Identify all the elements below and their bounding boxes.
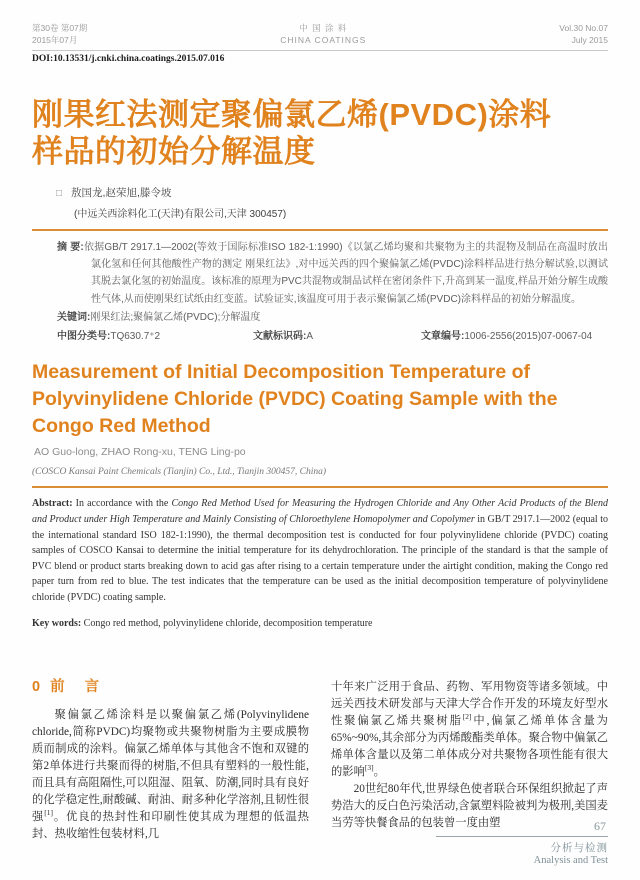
abstract-cn-label: 摘 要:	[57, 242, 84, 253]
volume-issue-en: Vol.30 No.07	[559, 23, 608, 33]
abstract-en	[32, 496, 608, 605]
masthead-volume-cn	[32, 22, 87, 47]
page-number: 67	[594, 819, 606, 833]
document-code: 文献标识码:A	[253, 330, 314, 342]
article-number: 文章编号:1006-2556(2015)07-0067-04	[421, 330, 593, 342]
date-cn: 2015年07月	[32, 35, 78, 46]
body-column-left	[32, 679, 309, 843]
masthead-volume-en	[559, 22, 608, 47]
masthead	[32, 22, 608, 51]
keywords-cn-text: 刚果红法;聚偏氯乙烯(PVDC);分解温度	[90, 311, 261, 323]
keywords-en-label: Key words:	[32, 617, 82, 629]
footer-section-en: Analysis and Test	[533, 855, 608, 866]
abstract-en-post: in GB/T 2917.1—2002 (equal to the international standard ISO 182-1:1990), the thermal decomposition test is conducted for four polyvinylidene chloride (PVDC) coating samples of COSCO Kansai to determine the initial temperature for its dehydrochloration. The principle of the standard is that the sample of PVC blend or product starts breaking down to acid gas after rising to a certain temperature under the airtight condition, making the Congo red paper turn from red to blue. The test indicates that the temperature can be used as the initial decomposition temperature of polyvinylidene chloride (PVDC) coating sample.	[32, 514, 609, 604]
journal-name-cn: 中 国 涂 料	[299, 23, 348, 33]
section-number: 0	[32, 679, 41, 696]
section-heading-0	[32, 679, 309, 696]
keywords-cn	[57, 309, 608, 326]
authors-en: AO Guo-long, ZHAO Rong-xu, TENG Ling-po	[34, 446, 246, 459]
date-en: July 2015	[571, 35, 608, 46]
keywords-cn-label: 关键词:	[57, 311, 91, 323]
footer-section-cn: 分析与检测	[550, 843, 608, 854]
keywords-en-text: Congo red method, polyvinylidene chloride, decomposition temperature	[81, 617, 373, 629]
abstract-cn-text: 依据GB/T 2917.1—2002(等效于国际标准ISO 182-1:1990)《以氯乙烯均聚和共聚物为主的共混物及制品在高温时放出氯化氢和任何其他酸性产物的测定 刚果红法》,对中远关西的四个聚偏氯乙烯(PVDC)涂料样品进行热分解试验,以测试其脱去氯化氢的初始温度。该标准的原理为PVC共混物或制品试样在密闭条件下,升高到某一温度,样品开始分解生成酸性气体,从而使刚果红试纸由红变蓝。试验证实,该温度可用于表示聚偏氯乙烯(PVDC)涂料样品的初始分解温度。	[83, 242, 609, 305]
article-title-en-line2: Polyvinylidene Chloride (PVDC) Coating Sample with the	[32, 387, 558, 410]
abstract-en-label: Abstract:	[32, 498, 73, 510]
affiliation-cn: (中远关西涂料化工(天津)有限公司,天津 300457)	[74, 209, 287, 220]
reference-2: [2]	[462, 712, 472, 722]
abstract-en-standard-title: Congo Red Method Used for Measuring the Hydrogen Chloride and Any Other Acid Products of the Blend and Product under High Temperature and Mainly Consisting of Chloroethylene Homopolymer and Copolymer	[32, 498, 609, 526]
affiliation-en: (COSCO Kansai Paint Chemicals (Tianjin) Co., Ltd., Tianjin 300457, China)	[32, 467, 326, 478]
authors-cn: 敖国龙,赵荣旭,滕令坡	[71, 187, 172, 199]
article-title-cn-line2: 样品的初始分解温度	[32, 133, 316, 169]
doi-line: DOI:10.13531/j.cnki.china.coatings.2015.07.016	[32, 53, 225, 64]
section-title: 前 言	[50, 679, 108, 696]
author-marker-square: □	[56, 188, 63, 199]
authors-cn-row	[56, 185, 608, 200]
abstract-cn	[57, 239, 608, 308]
orange-divider-top	[32, 229, 608, 231]
journal-name-en: CHINA COATINGS	[280, 35, 367, 46]
reference-3: [3]	[364, 763, 374, 773]
abstract-en-pre: In accordance with the	[72, 498, 172, 510]
intro-paragraph-right-2: 20世纪80年代,世界绿色使者联合环保组织掀起了声势浩大的反白色污染活动,含氯塑料险被判为极刑,美国麦当劳等快餐食品的包装曾一度由塑	[331, 783, 608, 830]
orange-divider-english	[32, 486, 608, 488]
article-title-cn-line1: 刚果红法测定聚偏氯乙烯(PVDC)涂料	[32, 96, 552, 132]
intro-paragraph-right-1: 十年来广泛用于食品、药物、军用物资等诸多领域。中远关西技术研发部与天津大学合作开发的环境友好型水性聚偏氯乙烯共聚树脂[2]中,偏氯乙烯单体含量为65%~90%,其余部分为丙烯酸酯类单体。聚合物中偏氯乙烯单体含量以及第二单体成分对共聚物各项性能有很大的影响[3]。	[331, 681, 608, 779]
page-footer	[436, 819, 608, 866]
article-title-en-line1: Measurement of Initial Decomposition Temperature of	[32, 360, 531, 383]
reference-1: [1]	[44, 808, 53, 818]
masthead-journal-name	[280, 22, 366, 47]
keywords-en	[32, 616, 608, 632]
article-title-en	[32, 359, 608, 440]
volume-issue-cn: 第30卷 第07期	[32, 23, 88, 33]
clc-number: 中图分类号:TQ630.7⁺2	[57, 330, 161, 342]
article-title-cn	[32, 96, 608, 170]
intro-paragraph-left: 聚偏氯乙烯涂料是以聚偏氯乙烯(Polyvinylidene chloride,简称PVDC)均聚物或共聚物树脂为主要成膜物质而制成的涂料。偏氯乙烯单体与其他含不饱和双键的第2单体进行共聚而得的树脂,不但具有塑料的一般性能,而且具有高阻隔性,可以阻湿、阻氧、防潮,同时具有良好的化学稳定性,耐酸碱、耐油、耐多种化学溶剂,且韧性很强[1]。优良的热封性和印刷性使其成为理想的低温热封、热收缩性包装材料,几	[32, 709, 309, 841]
article-title-en-line3: Congo Red Method	[32, 414, 211, 437]
classification-row	[57, 328, 608, 345]
footer-divider	[436, 836, 608, 837]
